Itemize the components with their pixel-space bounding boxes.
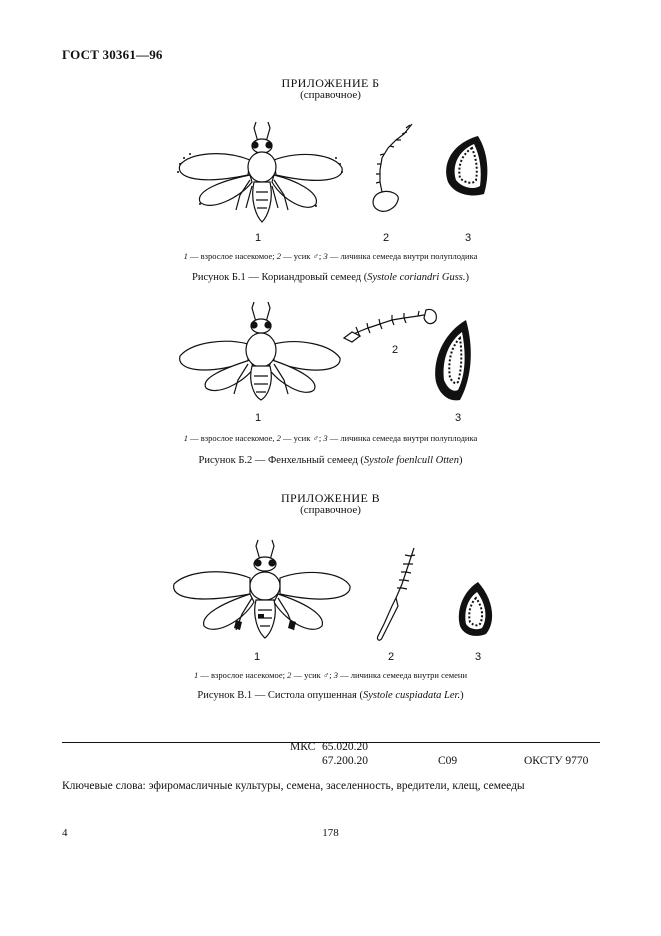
figure-b2-label-1: 1 — [255, 412, 262, 424]
figure-b2-legend-text-1: — взрослое насекомое, — [188, 433, 277, 443]
page-number-left: 4 — [62, 827, 68, 839]
figure-v1-legend-text-3: — личинка семееда внутри семени — [338, 670, 467, 680]
figure-b2-legend-text-2: — усик ♂; — [280, 433, 324, 443]
figure-b1-label-2: 2 — [383, 232, 390, 244]
okstu-code: ОКСТУ 9770 — [524, 755, 589, 767]
figure-b2-legend-text-3: — личинка семееда внутри полуплодика — [327, 433, 478, 443]
figure-b2-antenna-drawing — [340, 306, 440, 346]
figure-v1-insect-drawing — [166, 540, 356, 650]
figure-v1-legend-text-1: — взрослое насекомое; — [198, 670, 288, 680]
figure-b2-caption — [0, 455, 661, 466]
figure-b1-legend-num-3: 3 — [323, 251, 328, 261]
figure-b2-legend-num-2: 2 — [276, 433, 281, 443]
figure-b1-label-1: 1 — [255, 232, 262, 244]
figure-b1-legend-num-1: 1 — [183, 251, 188, 261]
mks-code-2: 67.200.20 — [322, 755, 368, 767]
figure-b1-label-3: 3 — [465, 232, 472, 244]
figure-v1-caption-species: Systole cuspiadata Ler. — [362, 690, 461, 701]
figure-v1-legend — [0, 670, 661, 680]
group-code: С09 — [438, 755, 458, 767]
figure-v1-larva-drawing — [454, 580, 498, 640]
figure-v1-caption — [0, 690, 661, 701]
figure-v1-label-3: 3 — [475, 651, 482, 663]
document-code: ГОСТ 30361—96 — [62, 47, 163, 62]
figure-v1-label-1: 1 — [254, 651, 261, 663]
figure-v1-legend-num-1: 1 — [193, 670, 199, 680]
figure-v1-label-2: 2 — [388, 651, 395, 663]
figure-b2-label-3: 3 — [455, 412, 462, 424]
appendix-b-title: ПРИЛОЖЕНИЕ Б — [281, 76, 380, 90]
figure-v1-legend-num-2: 2 — [287, 670, 292, 680]
figure-b2-caption-suffix: ) — [458, 455, 463, 466]
figure-b1-legend-text-1: — взрослое насекомое; — [187, 251, 277, 261]
figure-v1-legend-num-3: 3 — [333, 670, 339, 680]
appendix-v-subtitle: (справочное) — [300, 504, 361, 516]
appendix-v-title: ПРИЛОЖЕНИЕ В — [280, 491, 381, 505]
figure-b1-caption-suffix: ) — [465, 272, 469, 283]
figure-b2-larva-drawing — [428, 318, 476, 404]
page-number-center: 178 — [322, 827, 339, 839]
figure-b1-caption-species: Systole coriandri Guss. — [367, 272, 466, 283]
mks-code-1: 65.020.20 — [322, 741, 368, 753]
figure-b1-legend-text-2: — усик ♂; — [280, 251, 324, 261]
figure-b2-legend-num-1: 1 — [183, 433, 188, 443]
figure-b2-legend-num-3: 3 — [323, 433, 328, 443]
figure-v1-antenna-drawing — [370, 544, 420, 644]
figure-b2-legend — [0, 433, 661, 443]
figure-b1-insect-drawing — [170, 120, 350, 230]
figure-b2-caption-species: Systole foenlcull Otten — [363, 455, 459, 466]
figure-b1-antenna-drawing — [366, 120, 416, 220]
figure-b1-legend-text-3: — личинка семееда внутри полуплодика — [327, 251, 478, 261]
figure-b1-legend-num-2: 2 — [276, 251, 281, 261]
figure-b2-label-2: 2 — [392, 344, 399, 356]
figure-b1-legend — [0, 251, 661, 261]
figure-b2-insect-drawing — [170, 300, 350, 410]
figure-v1-legend-text-2: — усик ♂; — [291, 670, 334, 680]
mks-label: МКС — [290, 741, 316, 753]
figure-b2-caption-prefix: Рисунок Б.2 — Фенхельный семеед ( — [198, 455, 364, 466]
figure-v1-caption-suffix: ) — [460, 690, 464, 701]
figure-b1-caption-prefix: Рисунок Б.1 — Кориандровый семеед ( — [192, 272, 368, 283]
figure-b1-larva-drawing — [440, 134, 492, 200]
keywords: Ключевые слова: эфиромасличные культуры, семена, заселенность, вредители, клещ, семееды — [62, 780, 525, 792]
figure-v1-caption-prefix: Рисунок В.1 — Систола опушенная ( — [197, 690, 363, 701]
appendix-b-subtitle: (справочное) — [300, 89, 361, 101]
figure-b1-caption — [0, 272, 661, 283]
